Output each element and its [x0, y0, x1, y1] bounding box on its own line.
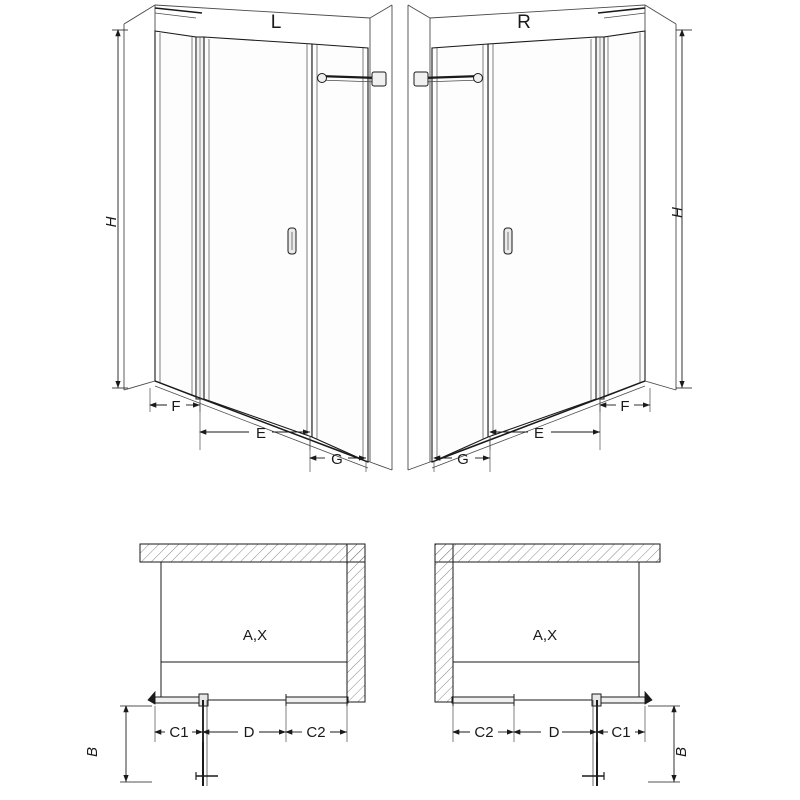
label-segment-D-right: D: [548, 724, 560, 741]
threshold-right: [452, 692, 652, 706]
label-depth-left: B: [84, 746, 101, 758]
dimension-B-right: [648, 706, 680, 782]
door-swing-left: [196, 700, 218, 786]
panel-right-F: [604, 31, 645, 397]
panel-left-F: [155, 31, 196, 397]
door-swing-right: [582, 700, 604, 786]
label-segment-C1-right: C1: [611, 724, 631, 741]
label-area-right: A,X: [532, 627, 558, 644]
label-panel-F-right: F: [620, 398, 630, 415]
hinge-profile-left: [196, 37, 204, 399]
door-handle-right-icon: [504, 228, 512, 254]
plan-left: [120, 544, 365, 786]
label-segment-C2-left: C2: [306, 724, 326, 741]
threshold-left: [148, 692, 348, 706]
label-depth-right: B: [673, 746, 690, 758]
label-segment-C1-left: C1: [169, 724, 189, 741]
title-left: L: [270, 12, 282, 33]
title-right: R: [517, 12, 531, 33]
label-panel-G-left: G: [331, 451, 343, 468]
label-height-left: H: [103, 216, 120, 228]
panel-right-G: [432, 44, 488, 462]
label-segment-C2-right: C2: [474, 724, 494, 741]
label-panel-G-right: G: [457, 451, 469, 468]
elevation-left: [112, 5, 392, 472]
label-panel-F-left: F: [171, 398, 181, 415]
hinge-profile-right: [596, 37, 604, 399]
label-panel-E-right: E: [533, 425, 545, 442]
dimension-height-left: [112, 30, 128, 388]
dimension-B-left: [120, 706, 152, 782]
door-handle-left-icon: [288, 228, 296, 254]
panel-left-G: [312, 44, 368, 462]
plan-right: [435, 544, 680, 786]
label-segment-D-left: D: [243, 724, 255, 741]
elevation-right: [408, 5, 692, 472]
label-height-right: H: [668, 206, 685, 218]
label-area-left: A,X: [242, 627, 268, 644]
label-panel-E-left: E: [255, 425, 267, 442]
